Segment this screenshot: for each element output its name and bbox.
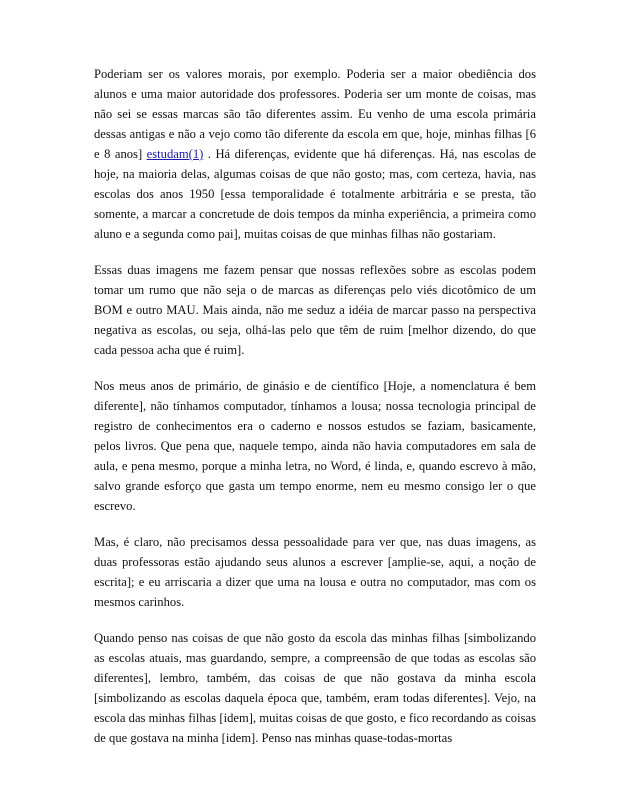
paragraph-1-text-before: Poderiam ser os valores morais, por exemplo. Poderia ser a maior obediência dos alunos e uma maior autoridade dos professores. Poderia ser um monte de coisas, mas não sei se essas marcas são tão diferentes assim. Eu venho de uma escola primária dessas antigas e não a vejo como tão diferente da escola em que, hoje, minhas filhas [6 e 8 anos] bbox=[94, 67, 536, 161]
paragraph-4: Mas, é claro, não precisamos dessa pessoalidade para ver que, nas duas imagens, as duas professoras estão ajudando seus alunos a escrever [amplie-se, aqui, a noção de escrita]; e eu arriscaria a dizer que uma na lousa e outra no computador, mas com os mesmos carinhos. bbox=[94, 535, 536, 609]
paragraph-3: Nos meus anos de primário, de ginásio e de científico [Hoje, a nomenclatura é bem diferente], não tínhamos computador, tínhamos a lousa; nossa tecnologia principal de registro de conhecimentos era o caderno e nossos estudos se faziam, basicamente, pelos livros. Que pena que, naquele tempo, ainda não havia computadores em sala de aula, e pena mesmo, porque a minha letra, no Word, é linda, e, quando escrevo à mão, salvo grande esforço que gasta um tempo enorme, nem eu mesmo consigo ler o que escrevo. bbox=[94, 379, 536, 513]
paragraph-1-text-after: . Há diferenças, evidente que há diferenças. Há, nas escolas de hoje, na maioria delas, algumas coisas de que não gosto; mas, com certeza, havia, nas escolas dos anos 1950 [essa temporalidade é totalmente arbitrária e se presta, tão somente, a marcar a concretude de dois tempos da minha experiência, a primeira como aluno e a segunda como pai], muitas coisas de que minhas filhas não gostariam. bbox=[94, 147, 536, 241]
document-page bbox=[94, 64, 536, 764]
paragraph-5: Quando penso nas coisas de que não gosto da escola das minhas filhas [simbolizando as escolas atuais, mas guardando, sempre, a compreensão de que todas as escolas são diferentes], lembro, também, das coisas de que não gostava da minha escola [simbolizando as escolas daquela época que, também, eram todas diferentes]. Vejo, na escola das minhas filhas [idem], muitas coisas de que gosto, e fico recordando as coisas de que gostava na minha [idem]. Penso nas minhas quase-todas-mortas bbox=[94, 631, 536, 745]
paragraph-1 bbox=[94, 64, 536, 244]
paragraph-2: Essas duas imagens me fazem pensar que nossas reflexões sobre as escolas podem tomar um rumo que não seja o de marcas as diferenças pelo viés dicotômico de um BOM e outro MAU. Mais ainda, não me seduz a idéia de marcar passo na perspectiva negativa as escolas, ou seja, olhá-las pelo que têm de ruim [melhor dizendo, do que cada pessoa acha que é ruim]. bbox=[94, 263, 536, 357]
footnote-link-estudam[interactable]: estudam(1) bbox=[146, 147, 204, 161]
